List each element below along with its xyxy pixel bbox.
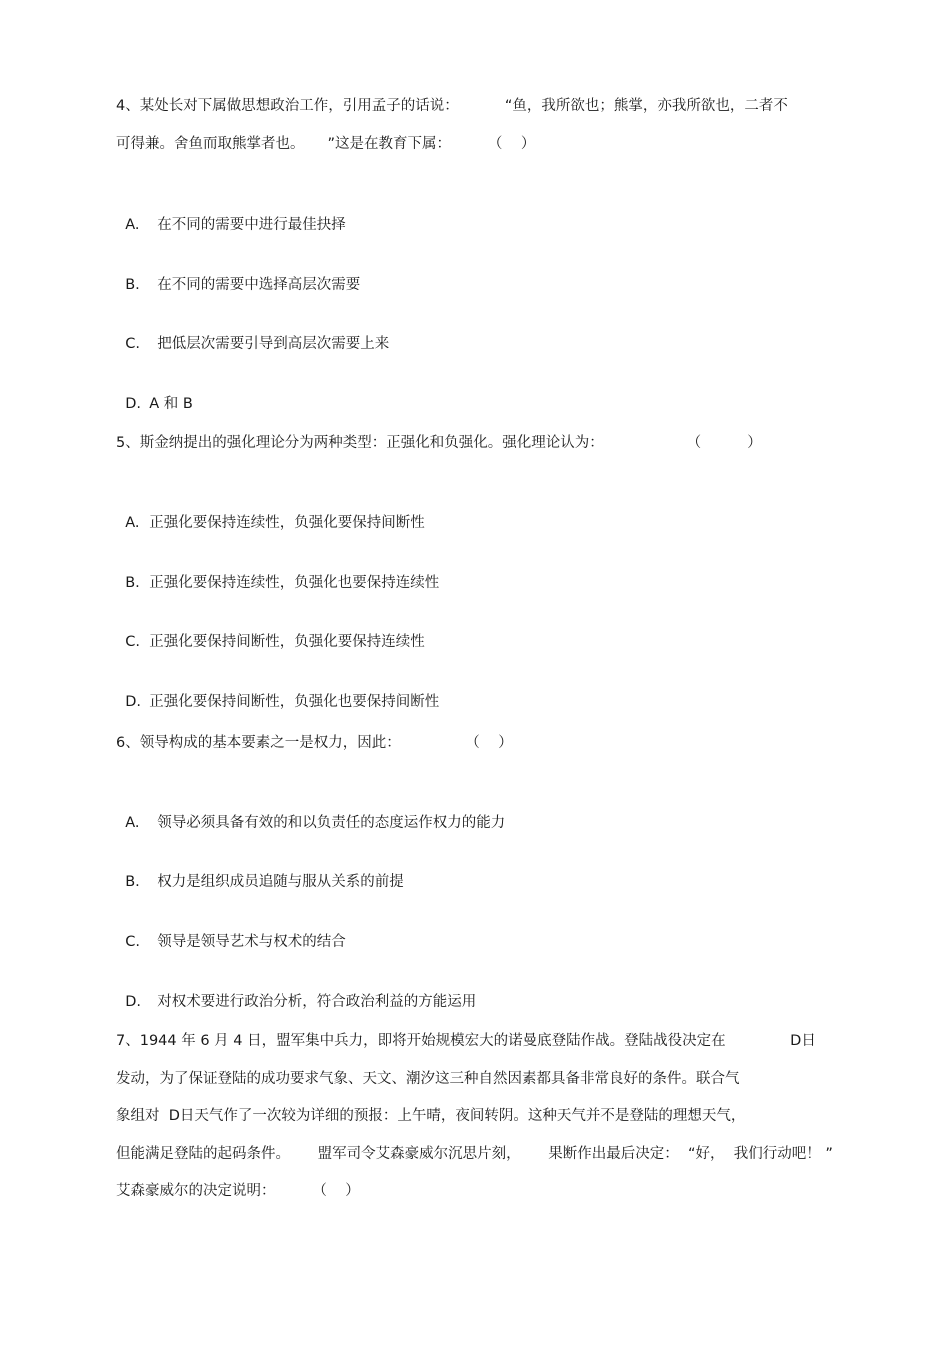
option-letter: C. (125, 634, 140, 650)
option-letter: B. (125, 277, 140, 293)
option-text: 正强化要保持连续性，负强化也要保持连续性 (149, 575, 440, 591)
question-4-option-a[interactable] (116, 195, 346, 235)
question-7-line-5: 艾森豪威尔的决定说明： （ ） (116, 1183, 360, 1199)
question-4-option-b[interactable] (116, 255, 360, 295)
question-5-option-b[interactable] (116, 553, 439, 593)
option-text: 对权术要进行政治分析，符合政治利益的方能运用 (157, 994, 477, 1010)
option-text: 正强化要保持间断性，负强化也要保持间断性 (149, 694, 440, 710)
option-text: 正强化要保持间断性，负强化要保持连续性 (149, 634, 425, 650)
option-text: 领导必须具备有效的和以负责任的态度运作权力的能力 (157, 815, 506, 831)
option-text: A 和 B (149, 396, 193, 412)
option-text: 正强化要保持连续性，负强化要保持间断性 (149, 515, 425, 531)
question-5-option-c[interactable] (116, 612, 425, 652)
option-text: 在不同的需要中进行最佳抉择 (157, 217, 346, 233)
option-text: 把低层次需要引导到高层次需要上来 (157, 336, 390, 352)
option-letter: A. (125, 217, 140, 233)
option-letter: D. (125, 994, 141, 1010)
question-5-line-1: 5、斯金纳提出的强化理论分为两种类型：正强化和负强化。强化理论认为： （ ） (116, 435, 762, 451)
question-6-option-a[interactable] (116, 793, 505, 833)
option-text: 在不同的需要中选择高层次需要 (157, 277, 361, 293)
question-5-option-d[interactable] (116, 672, 439, 712)
option-letter: C. (125, 934, 140, 950)
question-4-option-c[interactable] (116, 314, 389, 354)
question-7-line-3: 象组对 D日天气作了一次较为详细的预报：上午晴，夜间转阴。这种天气并不是登陆的理想天气， (116, 1108, 746, 1124)
option-letter: C. (125, 336, 140, 352)
option-text: 领导是领导艺术与权术的结合 (157, 934, 346, 950)
question-4-line-1: 4、某处长对下属做思想政治工作，引用孟子的话说： “鱼，我所欲也；熊掌，亦我所欲也，二者不 (116, 98, 788, 114)
question-6-option-d[interactable] (116, 972, 476, 1012)
option-text: 权力是组织成员追随与服从关系的前提 (157, 874, 404, 890)
question-6-option-c[interactable] (116, 912, 346, 952)
question-6-option-b[interactable] (116, 852, 404, 892)
question-5-option-a[interactable] (116, 493, 425, 533)
question-4-line-2: 可得兼。舍鱼而取熊掌者也。 ”这是在教育下属： （ ） (116, 136, 536, 152)
option-letter: B. (125, 575, 140, 591)
option-letter: D. (125, 694, 141, 710)
option-letter: A. (125, 815, 140, 831)
option-letter: B. (125, 874, 140, 890)
option-letter: D. (125, 396, 141, 412)
question-4-option-d[interactable] (116, 374, 193, 414)
option-letter: A. (125, 515, 140, 531)
question-7-line-4: 但能满足登陆的起码条件。 盟军司令艾森豪威尔沉思片刻， 果断作出最后决定： “好， 我们行动吧！ ” (116, 1146, 833, 1162)
question-7-line-1: 7、1944 年 6 月 4 日，盟军集中兵力，即将开始规模宏大的诺曼底登陆作战。登陆战役决定在 D日 (116, 1033, 816, 1049)
question-6-line-1: 6、领导构成的基本要素之一是权力，因此： （ ） (116, 735, 513, 751)
question-7-line-2: 发动，为了保证登陆的成功要求气象、天文、潮汐这三种自然因素都具备非常良好的条件。联合气 (116, 1071, 740, 1087)
